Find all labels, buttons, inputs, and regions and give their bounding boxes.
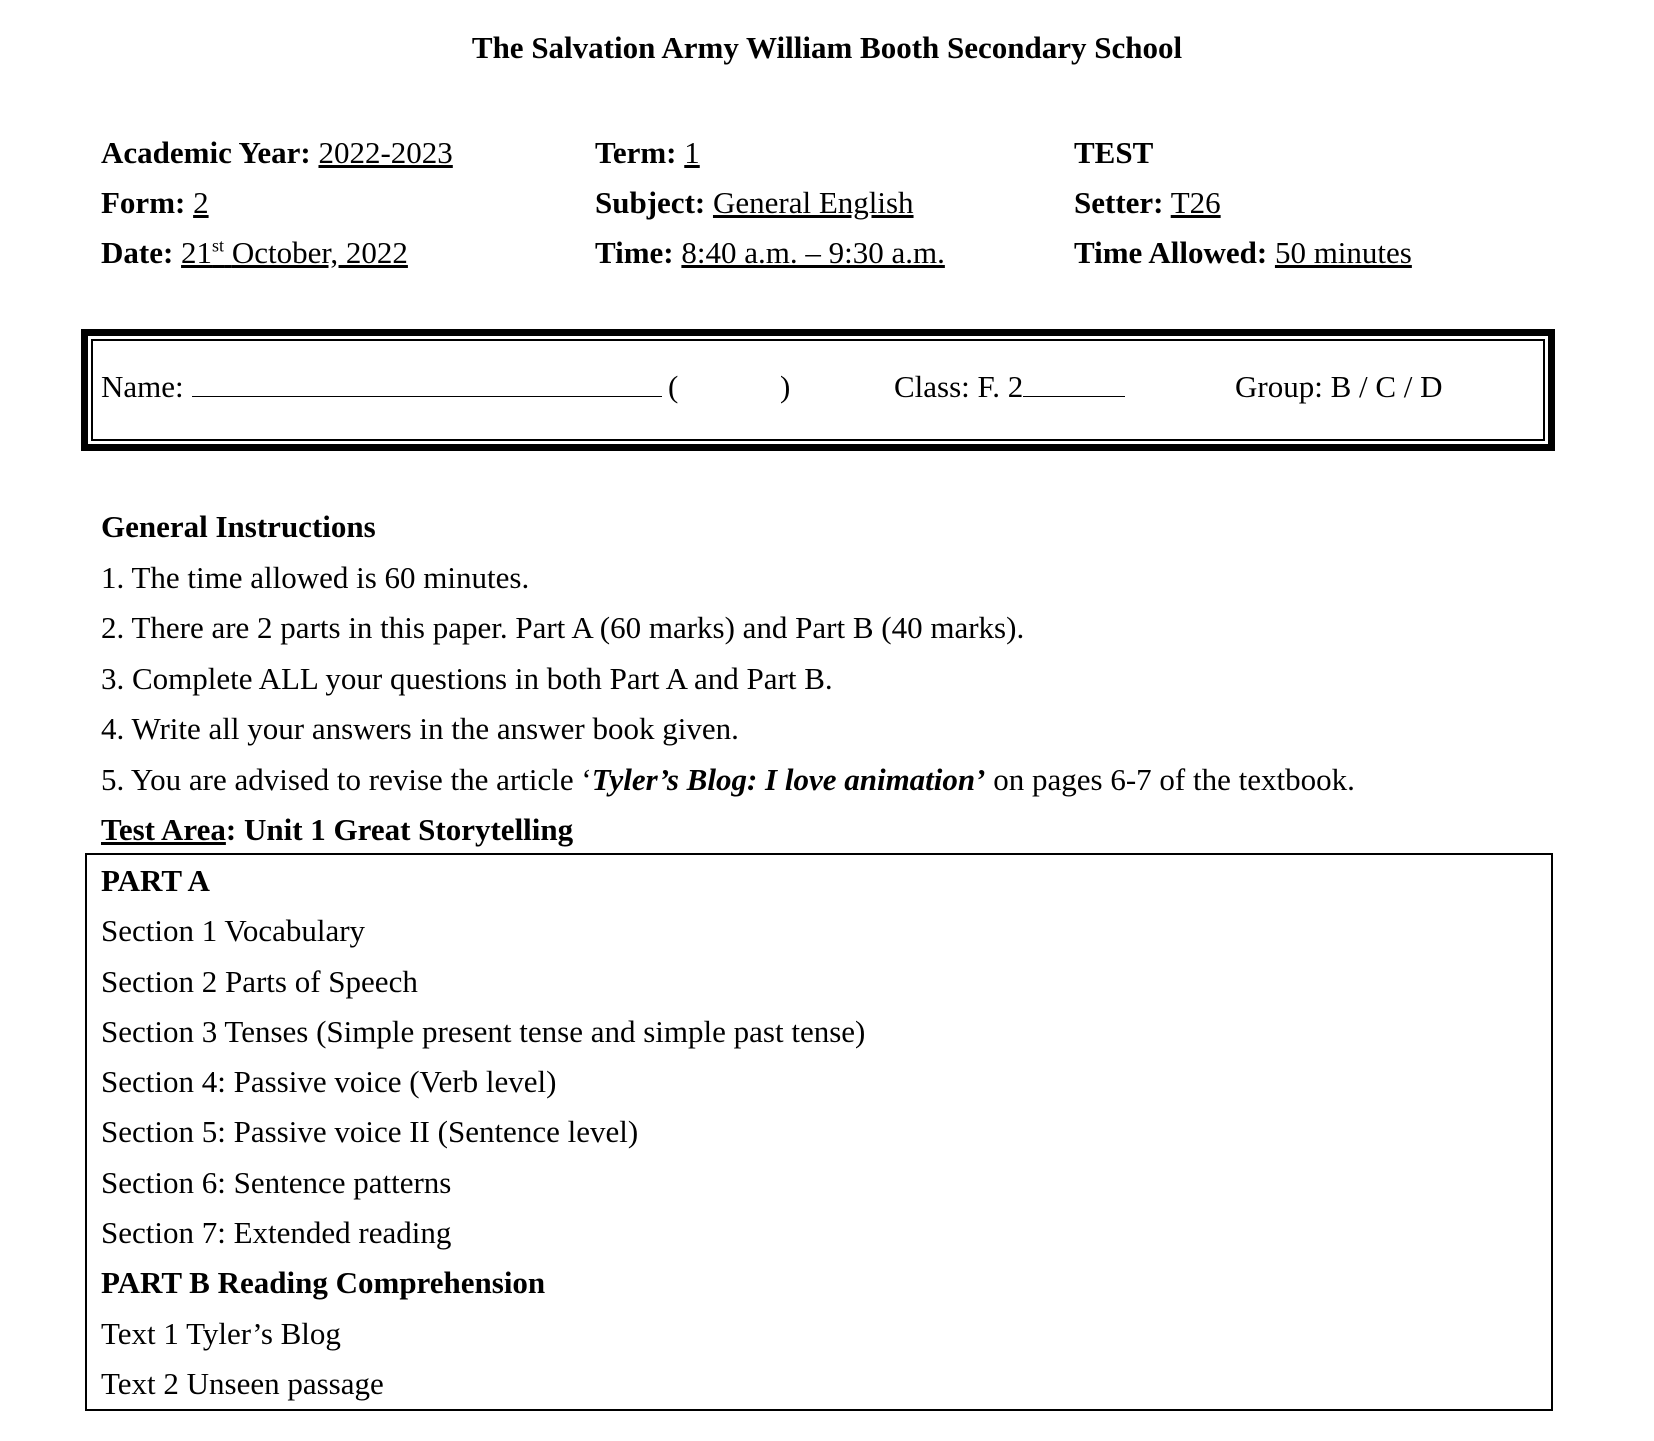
name-blank-line[interactable] [192,370,662,397]
form-value: 2 [193,185,209,220]
setter-row [1074,178,1412,228]
academic-year-value: 2022-2023 [318,135,453,170]
class-label: Class: F. 2 [894,369,1024,404]
instruction-item-1: 1. The time allowed is 60 minutes. [101,559,530,595]
class-number-paren-close: ) [780,369,791,404]
instruction-item-5-pre: 5. You are advised to revise the article ‘ [101,761,592,797]
class-field[interactable] [894,369,1125,405]
term-value: 1 [684,135,700,170]
setter-value: T26 [1170,185,1221,220]
date-value [181,235,408,270]
section-5: Section 5: Passive voice II (Sentence level) [101,1114,639,1150]
date-rest: October, 2022 [231,235,408,270]
term-row [595,128,945,178]
text-1: Text 1 Tyler’s Blog [101,1315,341,1351]
date-day: 21 [181,235,213,270]
part-b-heading: PART B Reading Comprehension [101,1265,546,1301]
article-title: Tyler’s Blog: I love animation’ [591,761,986,797]
date-label: Date: [101,235,174,270]
test-label: TEST [1074,135,1154,170]
instruction-item-5-post: on pages 6-7 of the textbook. [985,761,1355,797]
text-2: Text 2 Unseen passage [101,1365,384,1401]
instruction-item-3: 3. Complete ALL your questions in both Part A and Part B. [101,660,833,696]
time-allowed-label: Time Allowed: [1074,235,1268,270]
name-label: Name: [101,369,184,404]
instruction-item-5 [101,755,1355,806]
general-instructions [101,502,1355,856]
time-row [595,228,945,278]
academic-year-label: Academic Year: [101,135,311,170]
academic-year-row [101,128,453,178]
section-3: Section 3 Tenses (Simple present tense and simple past tense) [101,1013,866,1049]
time-label: Time: [595,235,674,270]
time-allowed-row [1074,228,1412,278]
header-column-left [101,128,453,278]
test-area-value: : Unit 1 Great Storytelling [225,812,574,847]
test-row [1074,128,1412,178]
test-area-list [101,856,865,1409]
group-field[interactable]: Group: B / C / D [1235,369,1443,404]
class-number-paren-open: ( [668,369,679,404]
term-label: Term: [595,135,677,170]
subject-label: Subject: [595,185,706,220]
class-blank-line[interactable] [1023,370,1125,397]
subject-row [595,178,945,228]
section-1: Section 1 Vocabulary [101,913,366,949]
form-row [101,178,453,228]
header-column-right [1074,128,1412,278]
date-suffix: st [212,235,225,256]
header-column-middle [595,128,945,278]
time-allowed-value: 50 minutes [1274,235,1412,270]
time-value: 8:40 a.m. – 9:30 a.m. [681,235,945,270]
part-a-heading: PART A [101,863,210,898]
setter-label: Setter: [1074,185,1164,220]
date-row [101,228,453,278]
section-6: Section 6: Sentence patterns [101,1164,452,1200]
instructions-heading: General Instructions [101,509,376,544]
instruction-item-4: 4. Write all your answers in the answer book given. [101,711,739,746]
name-field[interactable] [101,369,662,405]
school-title: The Salvation Army William Booth Secondary School [471,30,1183,65]
test-area-line [101,805,1355,856]
form-label: Form: [101,185,186,220]
instruction-item-2: 2. There are 2 parts in this paper. Part A (60 marks) and Part B (40 marks). [101,610,1025,645]
test-area-label: Test Area [101,812,226,847]
section-7: Section 7: Extended reading [101,1215,452,1251]
subject-value: General English [712,185,914,220]
section-4: Section 4: Passive voice (Verb level) [101,1064,557,1100]
section-2: Section 2 Parts of Speech [101,963,418,999]
